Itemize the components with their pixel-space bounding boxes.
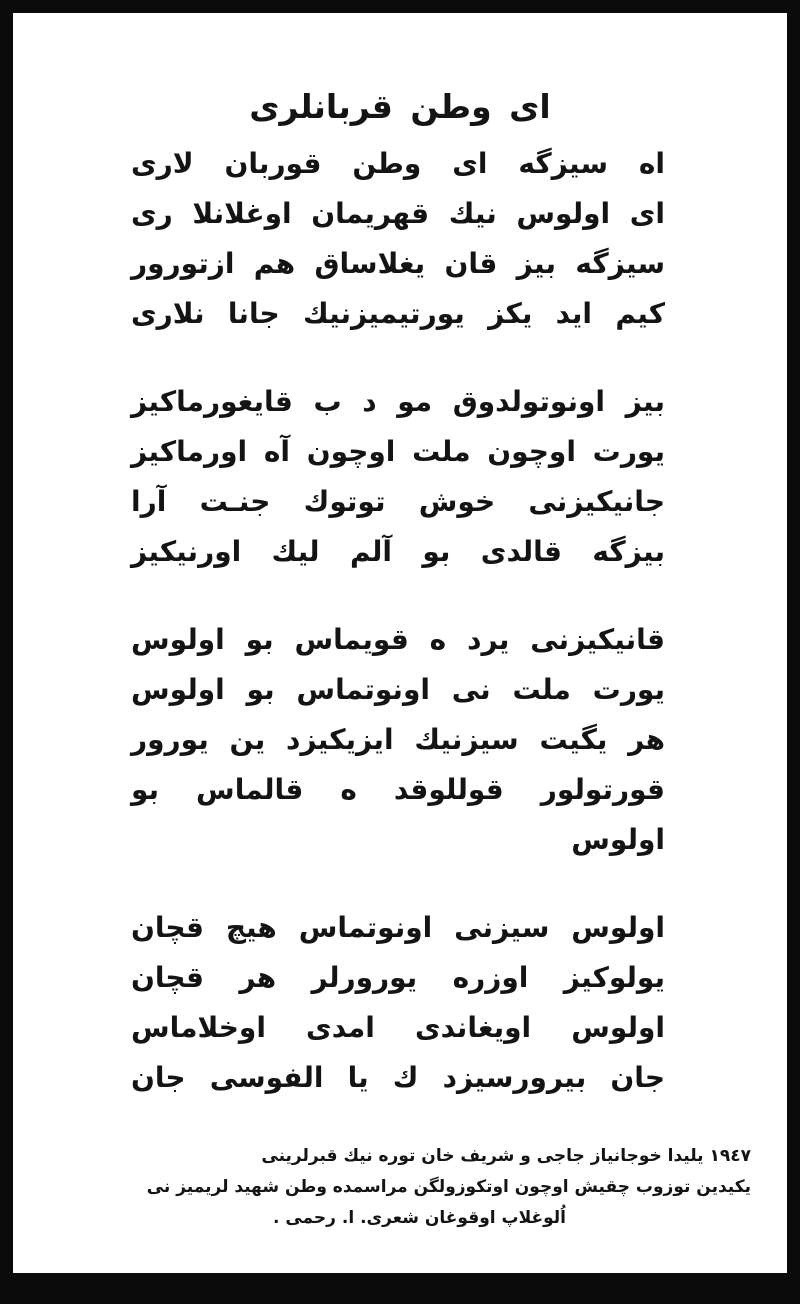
poem-stanza-4 (131, 903, 665, 1103)
poem-line: اولوس سیزنی اونوتماس هیچ قچان (131, 911, 665, 944)
poem-line: قورتولور قوللوقد ه قالماس بو اولوس (131, 773, 665, 856)
footer-line: اُلوغلاپ اوقوغان شعری. ا. رحمی . (272, 1208, 566, 1228)
poem-line: بیزگه قالدی بو آلم لیك اورنیکیز (131, 535, 665, 568)
poem-line: سیزگه بیز قان یغلاساق هم ازتورور (131, 247, 665, 280)
poem-line: یولوکیز اوزره یورورلر هر قچان (131, 961, 665, 994)
poem-line: اولوس اویغاندی امدی اوخلاماس (131, 1011, 665, 1044)
poem-line: هر یگیت سیزنیك ایزیکیزد ین یورور (131, 723, 665, 756)
poem-title: ای وطن قربانلری (249, 87, 551, 126)
poem-line: یورت ملت نی اونوتماس بو اولوس (131, 673, 665, 706)
poem-stanza-2 (131, 377, 665, 577)
poem-line: یورت اوچون ملت اوچون آه اورماکیز (131, 435, 665, 468)
poem-line: کیم اید یکز یورتیمیزنیك جانا نلاری (131, 297, 665, 330)
poem-stanza-1 (131, 139, 665, 339)
poem-body (13, 139, 787, 1103)
poem-stanza-3 (131, 615, 665, 865)
poem-line: جان بیرورسیزد ك یا الفوسی جان (131, 1061, 665, 1094)
footer-colophon (13, 1141, 787, 1234)
scanned-poem-page (13, 13, 787, 1273)
poem-line: قانیکیزنی یرد ه قویماس بو اولوس (131, 623, 665, 656)
poem-line: ای اولوس نیك قهریمان اوغلانلا ری (131, 197, 665, 230)
footer-line: ١٩٤٧ یلیدا خوجانیاز جاجی و شریف خان توره نیك قبرلرینی (261, 1146, 751, 1166)
poem-line: جانیکیزنی خوش توتوك جنـت آرا (131, 485, 665, 518)
poem-line: بیز اونوتولدوق مو د ب قایغورماکیز (131, 385, 665, 418)
poem-line: اه سیزگه ای وطن قوربان لاری (131, 147, 665, 180)
footer-line: یکیدین توزوب چقیش اوچون اوتکوزولگن مراسمده وطن شهید لریمیز نی (146, 1177, 751, 1197)
